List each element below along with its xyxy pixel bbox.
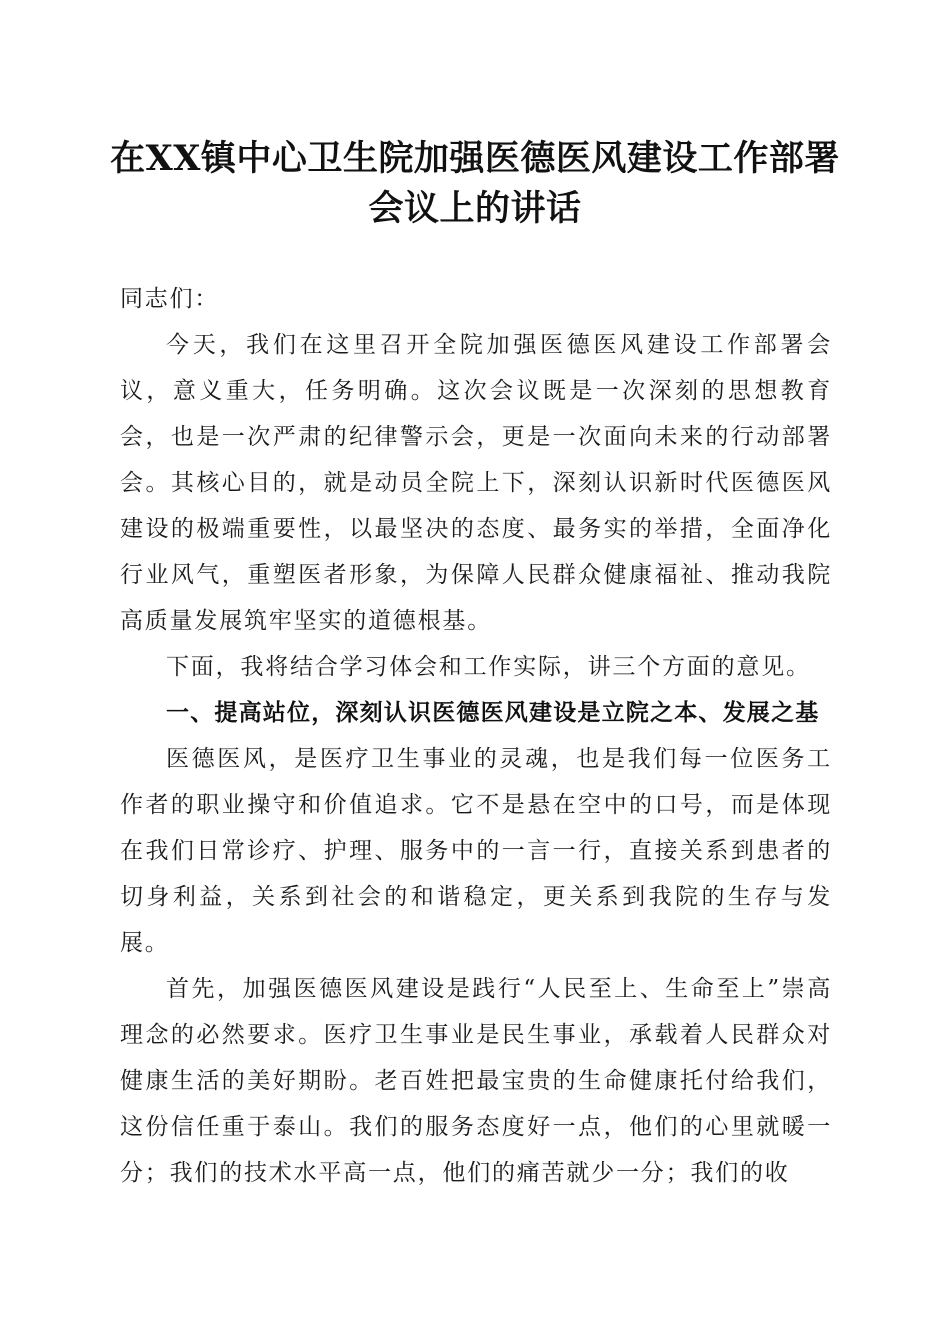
section-paragraph: 医德医风，是医疗卫生事业的灵魂，也是我们每一位医务工作者的职业操守和价值追求。它不是悬在空中的口号，而是体现在我们日常诊疗、护理、服务中的一言一行，直接关系到患者的切身利益，关系到社会的和谐稳定，更关系到我院的生存与发展。 (120, 746, 832, 956)
outline-paragraph: 下面，我将结合学习体会和工作实际，讲三个方面的意见。 (166, 654, 811, 680)
section-heading: 一、提高站位，深刻认识医德医风建设是立院之本、发展之基 (166, 700, 820, 726)
salutation: 同志们： (120, 286, 220, 312)
intro-paragraph: 今天，我们在这里召开全院加强医德医风建设工作部署会议，意义重大，任务明确。这次会议既是一次深刻的思想教育会，也是一次严肃的纪律警示会，更是一次面向未来的行动部署会。其核心目的，就是动员全院上下，深刻认识新时代医德医风建设的极端重要性，以最坚决的态度、最务实的举措，全面净化行业风气，重塑医者形象，为保障人民群众健康福祉、推动我院高质量发展筑牢坚实的道德根基。 (120, 332, 832, 634)
document-title: 在XX镇中心卫生院加强医德医风建设工作部署会议上的讲话 (110, 138, 840, 229)
section-paragraph: 首先，加强医德医风建设是践行“人民至上、生命至上”崇高理念的必然要求。医疗卫生事业是民生事业，承载着人民群众对健康生活的美好期盼。老百姓把最宝贵的生命健康托付给我们，这份信任重于泰山。我们的服务态度好一点，他们的心里就暖一分；我们的技术水平高一点，他们的痛苦就少一分；我们的收 (120, 976, 832, 1186)
document-body (120, 276, 832, 1196)
